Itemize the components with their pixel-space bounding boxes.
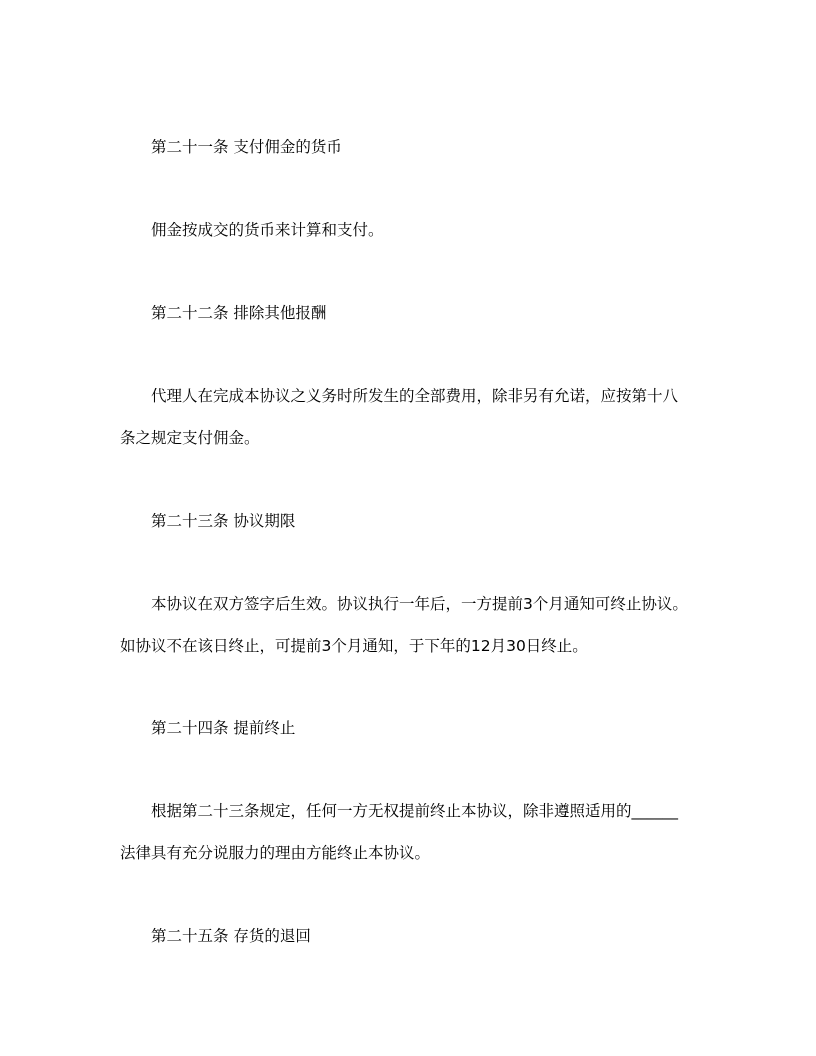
- article-25-heading: 第二十五条 存货的退回: [151, 927, 311, 945]
- article-24-paragraph-line: 根据第二十三条规定，任何一方无权提前终止本协议，除非遵照适用的______: [151, 802, 679, 820]
- article-24-paragraph-line: 法律具有充分说服力的理由方能终止本协议。: [120, 844, 431, 862]
- article-22-paragraph-line: 代理人在完成本协议之义务时所发生的全部费用，除非另有允诺，应按第十八: [151, 387, 679, 405]
- article-23-paragraph-line: 本协议在双方签字后生效。协议执行一年后，一方提前3个月通知可终止协议。: [151, 595, 688, 613]
- article-24-heading: 第二十四条 提前终止: [151, 719, 296, 737]
- article-21-heading: 第二十一条 支付佣金的货币: [151, 138, 342, 156]
- article-21-paragraph-line: 佣金按成交的货币来计算和支付。: [151, 221, 384, 239]
- article-22-heading: 第二十二条 排除其他报酬: [151, 304, 327, 322]
- article-22-paragraph-line: 条之规定支付佣金。: [120, 429, 260, 447]
- article-23-heading: 第二十三条 协议期限: [151, 512, 296, 530]
- article-23-paragraph-line: 如协议不在该日终止，可提前3个月通知，于下年的12月30日终止。: [120, 637, 588, 655]
